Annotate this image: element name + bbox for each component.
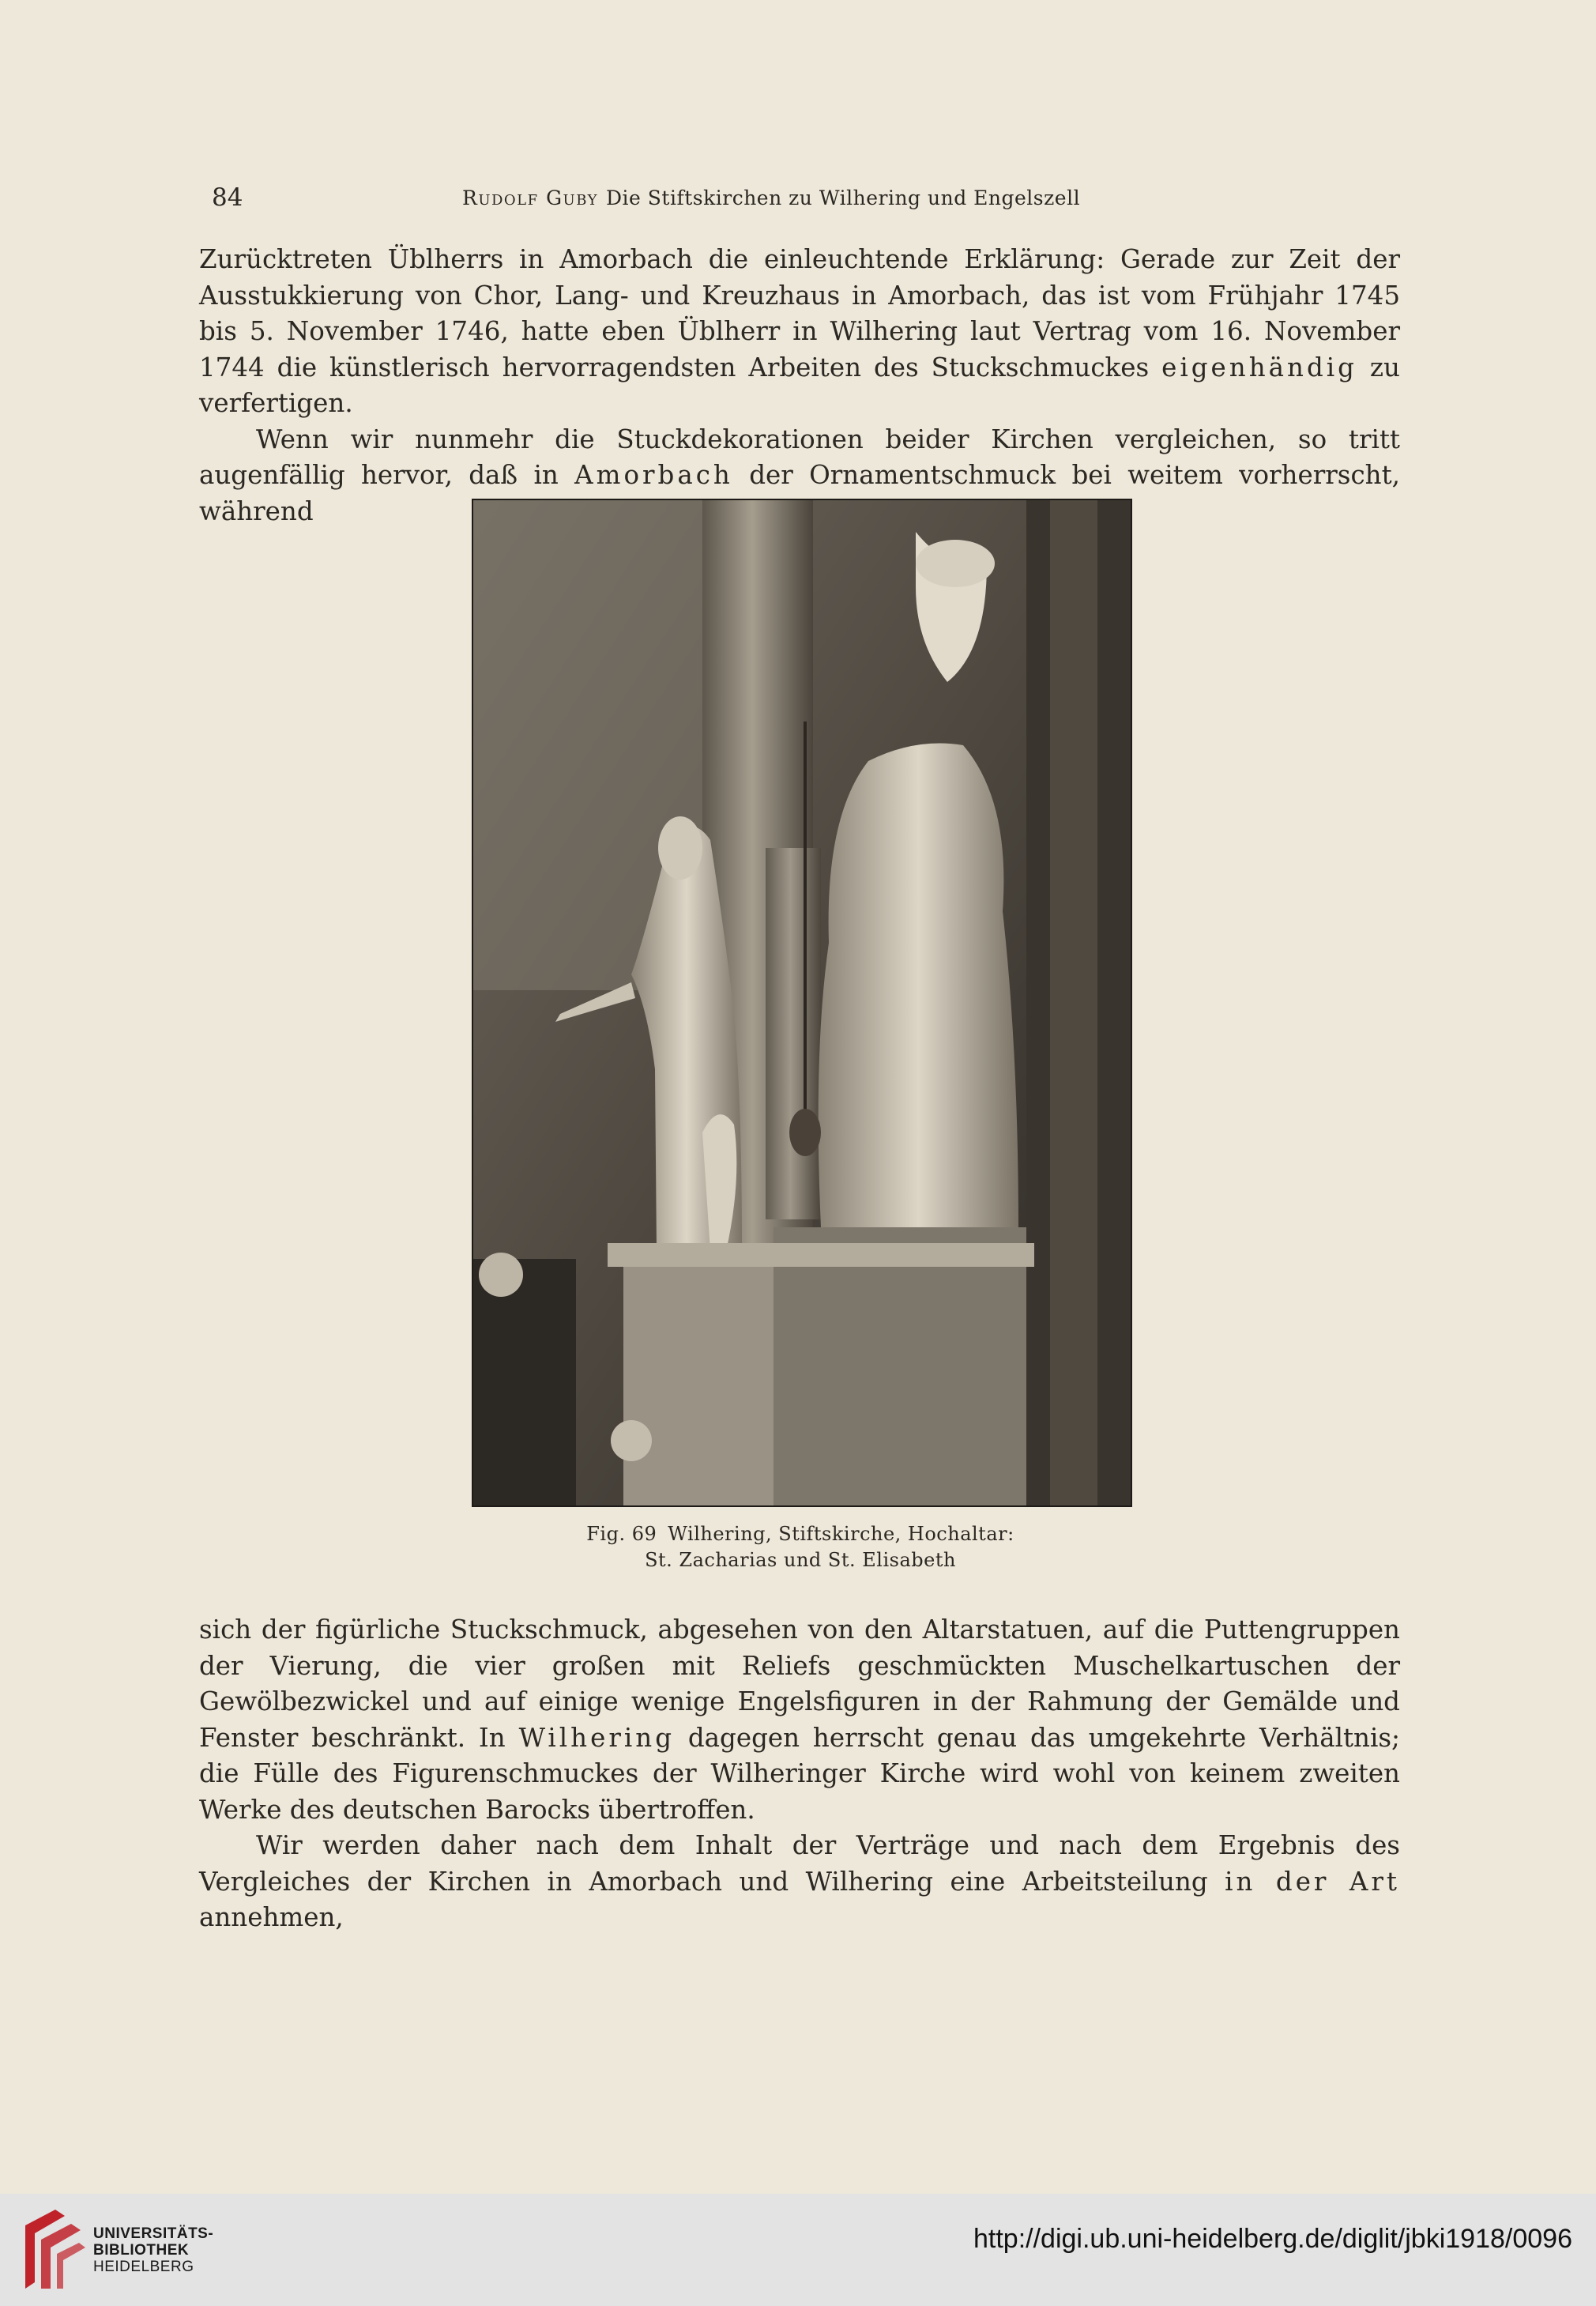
- library-name-line-1: UNIVERSITÄTS-: [93, 2225, 214, 2242]
- paragraph: [199, 1828, 1400, 1936]
- caption-line-1: [472, 1521, 1129, 1547]
- running-header: [212, 183, 1405, 215]
- text-run: der Ornamentschmuck bei weitem vorherrscht, während: [199, 460, 1400, 526]
- library-footer: [0, 2194, 1596, 2306]
- figure-photograph: [472, 499, 1132, 1507]
- paragraph: [199, 1612, 1400, 1828]
- text-run: annehmen,: [199, 1902, 344, 1932]
- caption-line-2: St. Zacharias und St. Elisabeth: [645, 1549, 956, 1571]
- spaced-emphasis: eigenhändig: [1161, 352, 1357, 382]
- figure-caption: [472, 1521, 1129, 1573]
- spaced-emphasis: in der Art: [1225, 1866, 1400, 1897]
- article-title: Die Stiftskirchen zu Wilhering und Engelszell: [606, 187, 1081, 209]
- caption-text: Wilhering, Stiftskirche, Hochaltar:: [668, 1523, 1014, 1545]
- text-run: zu verfertigen.: [199, 352, 1400, 418]
- figure-label: Fig. 69: [586, 1523, 657, 1545]
- text-run: Zurücktreten Üblherrs in Amorbach die einleuchtende Erklärung: Gerade zur Zeit der Ausstukkierung von Chor, Lang- und Kreuzhaus in Amorbach, das ist vom Frühjahr 1745 bis 5. November 1746, hatte eben Üblherr in Wilhering laut Vertrag vom 16. November 1744 die künstlerisch hervorragendsten Arbeiten des Stuckschmuckes: [199, 244, 1400, 382]
- library-name-line-3: HEIDELBERG: [93, 2259, 194, 2275]
- text-run: sich der figürliche Stuckschmuck, abgesehen von den Altarstatuen, auf die Puttengruppen der Vierung, die vier großen mit Reliefs geschmückten Muschelkartuschen der Gewölbezwickel und auf einige wenige Engelsfiguren in der Rahmung der Gemälde und Fenster beschränkt. In: [199, 1615, 1400, 1753]
- altar-statues-photo: [473, 500, 1131, 1505]
- library-name: [93, 2225, 213, 2275]
- permalink-url[interactable]: http://digi.ub.uni-heidelberg.de/diglit/jbki1918/0096: [973, 2224, 1572, 2254]
- body-text-top: [199, 242, 1400, 529]
- text-run: dagegen herrscht genau das umgekehrte Verhältnis; die Fülle des Figurenschmuckes der Wilheringer Kirche wird wohl von keinem zweiten Werke des deutschen Barocks übertroffen.: [199, 1722, 1400, 1825]
- author-name: Rudolf Guby: [462, 187, 599, 209]
- library-name-line-2: BIBLIOTHEK: [93, 2242, 190, 2259]
- running-title: [462, 187, 1080, 209]
- page-number: 84: [212, 183, 243, 212]
- body-text-bottom: [199, 1612, 1400, 1936]
- paragraph: [199, 242, 1400, 422]
- text-run: Wir werden daher nach dem Inhalt der Verträge und nach dem Ergebnis des Vergleiches der Kirchen in Amorbach und Wilhering eine Arbeitsteilung: [199, 1830, 1400, 1897]
- text-run: Wenn wir nunmehr die Stuckdekorationen beider Kirchen vergleichen, so tritt augenfällig hervor, daß in: [199, 424, 1400, 490]
- spaced-emphasis: Amorbach: [574, 460, 733, 490]
- spaced-emphasis: Wilhering: [518, 1722, 676, 1753]
- library-logo-icon: [17, 2210, 85, 2289]
